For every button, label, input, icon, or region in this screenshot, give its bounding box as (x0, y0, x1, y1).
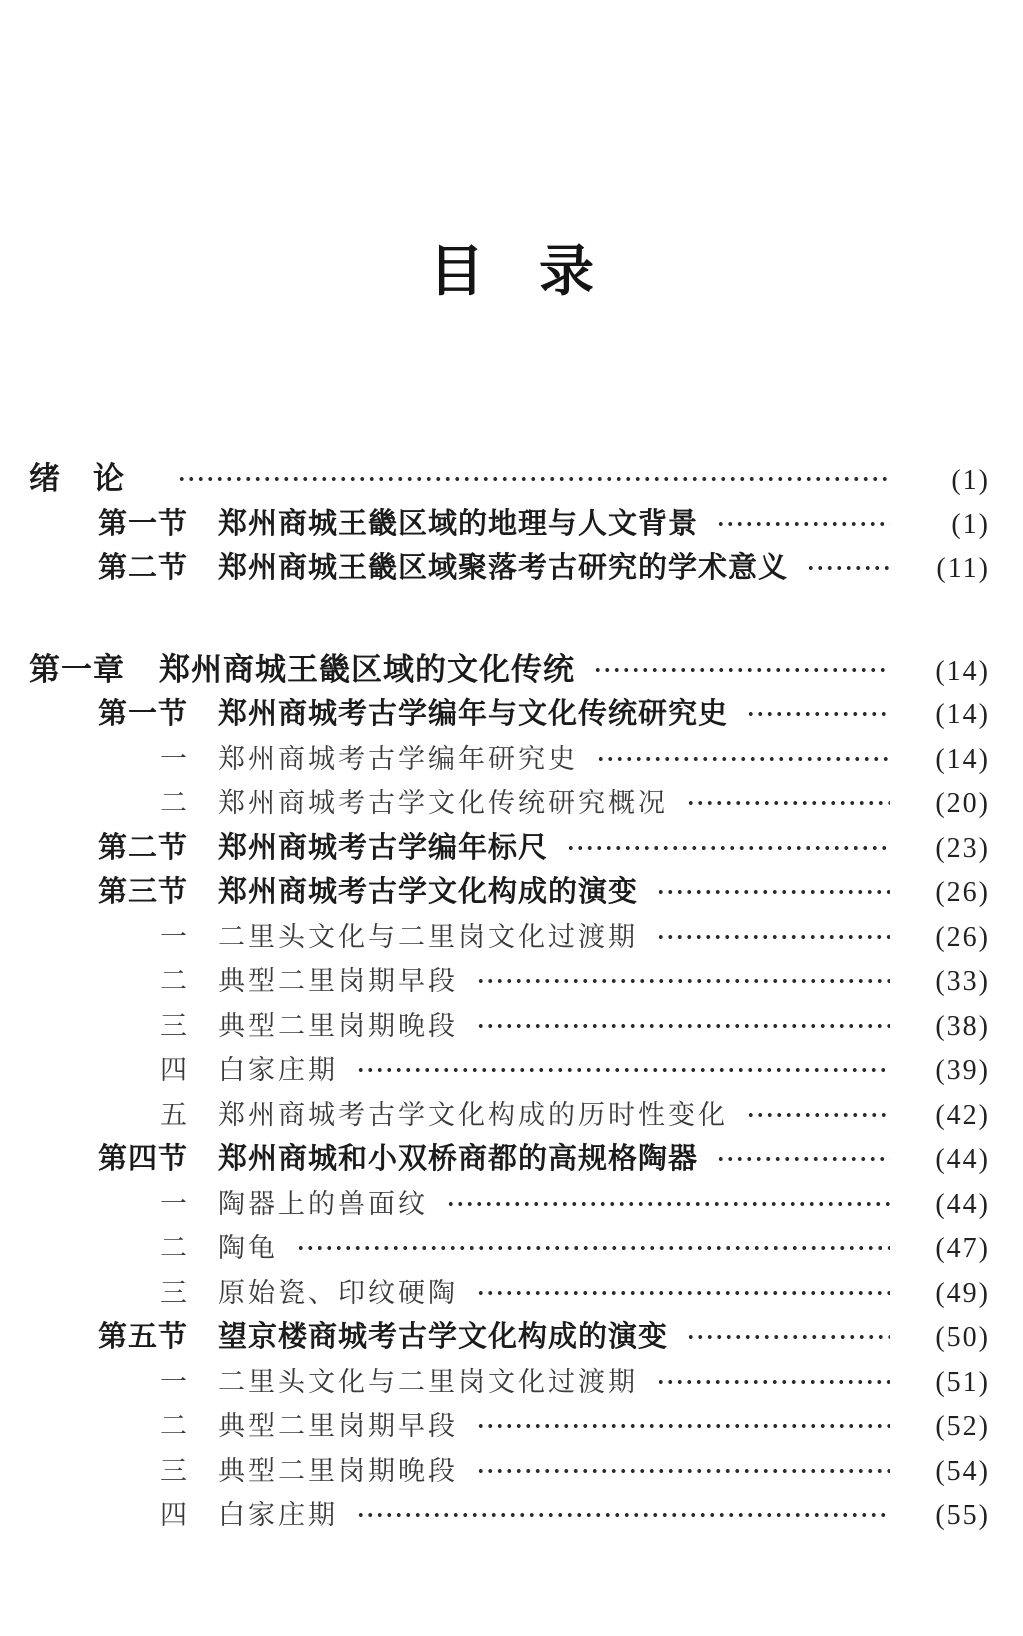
toc-entry (0, 546, 990, 591)
toc-entry-label: 绪 论 (29, 461, 125, 496)
toc-entry-label: 三 (160, 1455, 190, 1486)
toc-entry (0, 826, 990, 871)
toc-entry-label: 三 (160, 1010, 190, 1041)
dotted-leader (806, 565, 890, 571)
toc-entry (0, 870, 990, 915)
toc-entry-label: 第一节 (98, 698, 189, 730)
toc-entry-title: 二里头文化与二里岗文化过渡期 (218, 1366, 638, 1397)
toc-entry (0, 781, 990, 826)
page-title: 目 录 (428, 241, 594, 302)
toc-entry-label: 第四节 (98, 1143, 189, 1175)
toc-entry-label: 一 (160, 921, 190, 952)
toc-entry-title: 望京楼商城考古学文化构成的演变 (218, 1321, 669, 1353)
toc-entry-title: 白家庄期 (218, 1500, 338, 1530)
toc-entry (0, 457, 990, 502)
toc-entry-label: 第二节 (98, 831, 189, 864)
toc-entry-title: 郑州商城考古学文化传统研究概况 (218, 788, 668, 818)
dotted-leader (446, 1201, 890, 1207)
toc-entry-title: 原始瓷、印纹硬陶 (218, 1277, 458, 1308)
dotted-leader (356, 1512, 890, 1518)
dotted-leader (296, 1245, 890, 1251)
toc-entry-label: 二 (160, 1411, 190, 1441)
toc-entry-label: 第一节 (98, 507, 189, 540)
toc-entry-page: (50) (935, 1322, 990, 1353)
toc-entry (0, 1004, 990, 1049)
dotted-leader (476, 1468, 890, 1474)
toc-entry-label: 一 (160, 1366, 190, 1397)
dotted-leader (746, 1112, 890, 1118)
toc-entry-title: 陶器上的兽面纹 (218, 1188, 428, 1219)
dotted-leader (593, 667, 890, 673)
toc-entry-title: 典型二里岗期晚段 (218, 1455, 458, 1486)
toc-entry-label: 第一章 (29, 651, 125, 687)
dotted-leader (716, 1156, 890, 1162)
toc-entry-page: (14) (935, 743, 990, 775)
toc-entry-page: (51) (935, 1366, 990, 1398)
toc-entry (0, 915, 990, 960)
toc-entry-page: (1) (951, 508, 990, 540)
dotted-leader (686, 800, 890, 806)
toc-entry-title: 郑州商城和小双桥商都的高规格陶器 (218, 1143, 699, 1175)
toc-entry-label: 第五节 (98, 1321, 189, 1353)
toc-entry-label: 四 (160, 1055, 190, 1085)
toc-entry-page: (47) (935, 1233, 990, 1264)
toc-entry-title: 陶龟 (218, 1233, 278, 1263)
toc-entry (0, 1226, 990, 1271)
toc-entry-page: (33) (935, 966, 990, 997)
toc-entry-page: (14) (935, 655, 990, 687)
toc-entry-page: (42) (935, 1099, 990, 1131)
toc-entry (0, 959, 990, 1004)
dotted-leader (656, 934, 890, 940)
toc-entry-title: 典型二里岗期早段 (218, 966, 458, 996)
toc-entry-label: 一 (160, 1188, 190, 1219)
toc-entry-title: 郑州商城考古学编年与文化传统研究史 (218, 698, 729, 730)
toc-entry-page: (38) (935, 1010, 990, 1042)
toc-entry-title: 二里头文化与二里岗文化过渡期 (218, 921, 638, 952)
toc-entry-page: (44) (935, 1144, 990, 1175)
toc-entry-label: 二 (160, 788, 190, 818)
toc-entry (0, 692, 990, 737)
toc-entry-page: (39) (935, 1055, 990, 1086)
dotted-leader (177, 476, 890, 482)
dotted-leader (746, 711, 890, 717)
toc-entry-title: 郑州商城考古学文化构成的历时性变化 (218, 1099, 728, 1130)
dotted-leader (566, 845, 890, 851)
toc-entry (0, 1093, 990, 1138)
dotted-leader (476, 1290, 890, 1296)
toc-entry (0, 1137, 990, 1182)
toc-list (0, 457, 1023, 1538)
toc-entry-title: 郑州商城王畿区域聚落考古研究的学术意义 (218, 552, 789, 584)
toc-entry (0, 502, 990, 547)
toc-entry-page: (55) (935, 1500, 990, 1531)
toc-entry-title: 郑州商城考古学编年研究史 (218, 743, 578, 774)
toc-entry-title: 郑州商城考古学编年标尺 (218, 831, 549, 864)
toc-entry-title: 郑州商城王畿区域的文化传统 (159, 651, 575, 687)
toc-entry-label: 五 (160, 1099, 190, 1130)
toc-entry-title: 白家庄期 (218, 1055, 338, 1085)
toc-entry-label: 一 (160, 743, 190, 774)
toc-entry-label: 四 (160, 1500, 190, 1530)
toc-entry-label: 二 (160, 966, 190, 996)
toc-entry (0, 1048, 990, 1093)
dotted-leader (656, 1379, 890, 1385)
toc-entry-label: 第三节 (98, 876, 189, 908)
toc-entry-page: (11) (936, 553, 990, 584)
toc-entry (0, 1493, 990, 1538)
toc-entry (0, 737, 990, 782)
toc-entry-page: (49) (935, 1277, 990, 1309)
toc-entry-page: (54) (935, 1455, 990, 1487)
toc-entry-title: 郑州商城考古学文化构成的演变 (218, 876, 639, 908)
toc-entry-label: 第二节 (98, 552, 189, 584)
toc-entry (0, 1271, 990, 1316)
toc-entry-label: 二 (160, 1233, 190, 1263)
toc-entry-label: 三 (160, 1277, 190, 1308)
toc-entry (0, 1182, 990, 1227)
dotted-leader (656, 889, 890, 895)
toc-entry-title: 典型二里岗期晚段 (218, 1010, 458, 1041)
toc-entry-page: (14) (935, 699, 990, 730)
dotted-leader (686, 1334, 890, 1340)
toc-entry (0, 1449, 990, 1494)
dotted-leader (476, 1023, 890, 1029)
toc-entry-page: (44) (935, 1188, 990, 1220)
toc-entry-title: 典型二里岗期早段 (218, 1411, 458, 1441)
dotted-leader (476, 978, 890, 984)
toc-entry-page: (52) (935, 1411, 990, 1442)
toc-entry-page: (20) (935, 788, 990, 819)
toc-entry (0, 1404, 990, 1449)
toc-entry (0, 648, 990, 693)
toc-entry-title: 郑州商城王畿区域的地理与人文背景 (218, 507, 699, 540)
dotted-leader (356, 1067, 890, 1073)
dotted-leader (476, 1423, 890, 1429)
toc-entry (0, 1360, 990, 1405)
toc-entry (0, 1315, 990, 1360)
toc-entry-page: (26) (935, 877, 990, 908)
dotted-leader (596, 756, 890, 762)
dotted-leader (716, 521, 890, 527)
toc-entry-page: (1) (951, 465, 990, 496)
toc-entry-page: (23) (935, 832, 990, 864)
toc-entry-page: (26) (935, 921, 990, 953)
